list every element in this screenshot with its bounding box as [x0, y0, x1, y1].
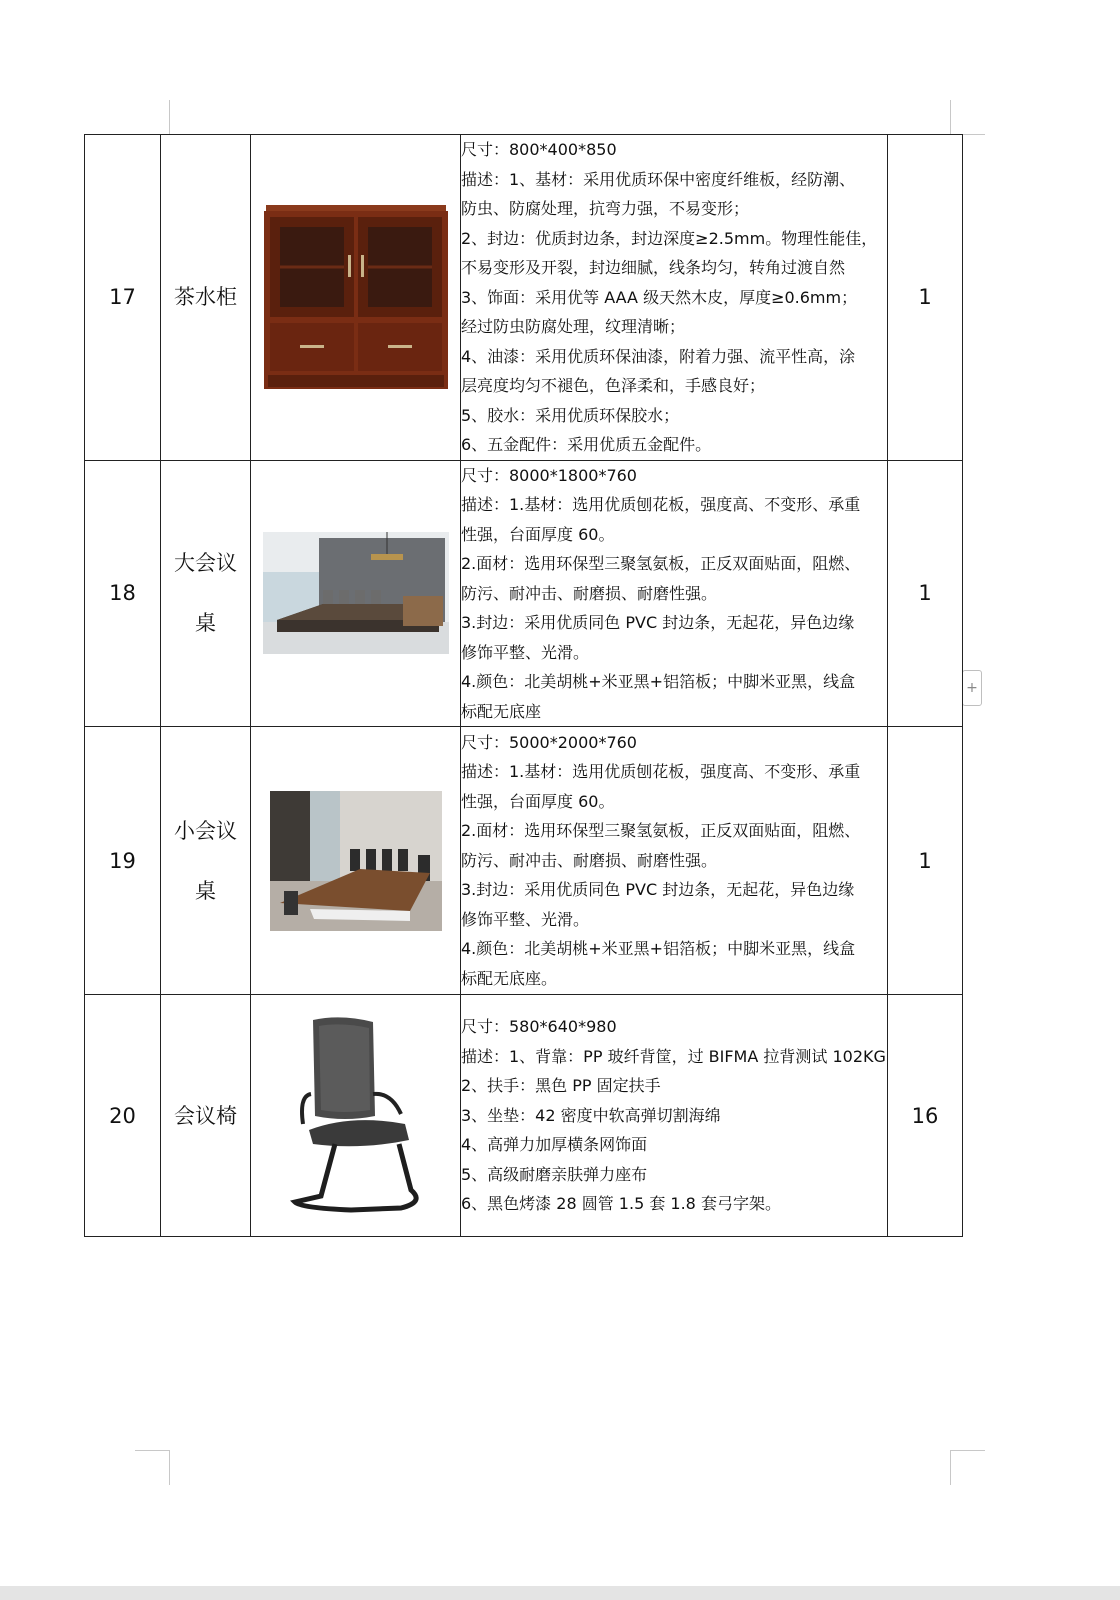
item-name: 茶水柜 — [161, 135, 251, 461]
table-row — [85, 995, 963, 1237]
item-name: 小会议 桌 — [161, 727, 251, 995]
crop-mark-bottom-left — [135, 1450, 170, 1485]
item-image-cell — [251, 995, 461, 1237]
item-image-cell — [251, 727, 461, 995]
item-name: 会议椅 — [161, 995, 251, 1237]
table-row — [85, 460, 963, 727]
row-number: 20 — [85, 995, 161, 1237]
item-quantity: 16 — [888, 995, 963, 1237]
table-row — [85, 727, 963, 995]
crop-mark-top-right — [950, 100, 985, 135]
row-number: 18 — [85, 460, 161, 727]
item-description: 尺寸：580*640*980 描述：1、背靠：PP 玻纤背筐，过 BIFMA 拉背测试 102KG 2、扶手：黑色 PP 固定扶手 3、坐垫：42 密度中软高弹切割海绵 4、高弹力加厚横条网饰面 5、高级耐磨亲肤弹力座布 6、黑色烤漆 28 圆管 1.5 套 1.8 套弓字架。 — [461, 995, 888, 1237]
crop-mark-top-left — [135, 100, 170, 135]
row-number: 17 — [85, 135, 161, 461]
item-quantity: 1 — [888, 460, 963, 727]
status-strip — [0, 1586, 1120, 1600]
large-conference-table-image — [263, 532, 449, 654]
table-row — [85, 135, 963, 461]
item-description: 尺寸：8000*1800*760 描述：1.基材：选用优质刨花板，强度高、不变形、承重 性强，台面厚度 60。 2.面材：选用环保型三聚氢氨板，正反双面贴面，阻燃、 防污、耐冲击、耐磨损、耐磨性强。 3.封边：采用优质同色 PVC 封边条，无起花，异色边缘 修饰平整、光滑。 4.颜色：北美胡桃+米亚黑+铝箔板；中脚米亚黑，线盒 标配无底座 — [461, 460, 888, 727]
item-image-cell — [251, 135, 461, 461]
spec-table — [84, 134, 963, 1237]
item-quantity: 1 — [888, 135, 963, 461]
item-description: 尺寸：800*400*850 描述：1、基材：采用优质环保中密度纤维板，经防潮、 防虫、防腐处理，抗弯力强，不易变形； 2、封边：优质封边条，封边深度≥2.5mm。物理性能佳， 不易变形及开裂，封边细腻，线条均匀，转角过渡自然 3、饰面：采用优等 AAA 级天然木皮，厚度≥0.6mm； 经过防虫防腐处理，纹理清晰； 4、油漆：采用优质环保油漆，附着力强、流平性高，涂 层亮度均匀不褪色，色泽柔和，手感良好； 5、胶水：采用优质环保胶水； 6、五金配件：采用优质五金配件。 — [461, 135, 888, 461]
row-number: 19 — [85, 727, 161, 995]
crop-mark-bottom-right — [950, 1450, 985, 1485]
small-conference-table-image — [270, 791, 442, 931]
item-image-cell — [251, 460, 461, 727]
tea-cabinet-image — [264, 205, 448, 389]
table-add-row-icon[interactable]: + — [962, 670, 982, 706]
conference-chair-image — [281, 1016, 431, 1216]
item-name: 大会议 桌 — [161, 460, 251, 727]
item-quantity: 1 — [888, 727, 963, 995]
item-description: 尺寸：5000*2000*760 描述：1.基材：选用优质刨花板，强度高、不变形、承重 性强，台面厚度 60。 2.面材：选用环保型三聚氢氨板，正反双面贴面，阻燃、 防污、耐冲击、耐磨损、耐磨性强。 3.封边：采用优质同色 PVC 封边条，无起花，异色边缘 修饰平整、光滑。 4.颜色：北美胡桃+米亚黑+铝箔板；中脚米亚黑，线盒 标配无底座。 — [461, 727, 888, 995]
